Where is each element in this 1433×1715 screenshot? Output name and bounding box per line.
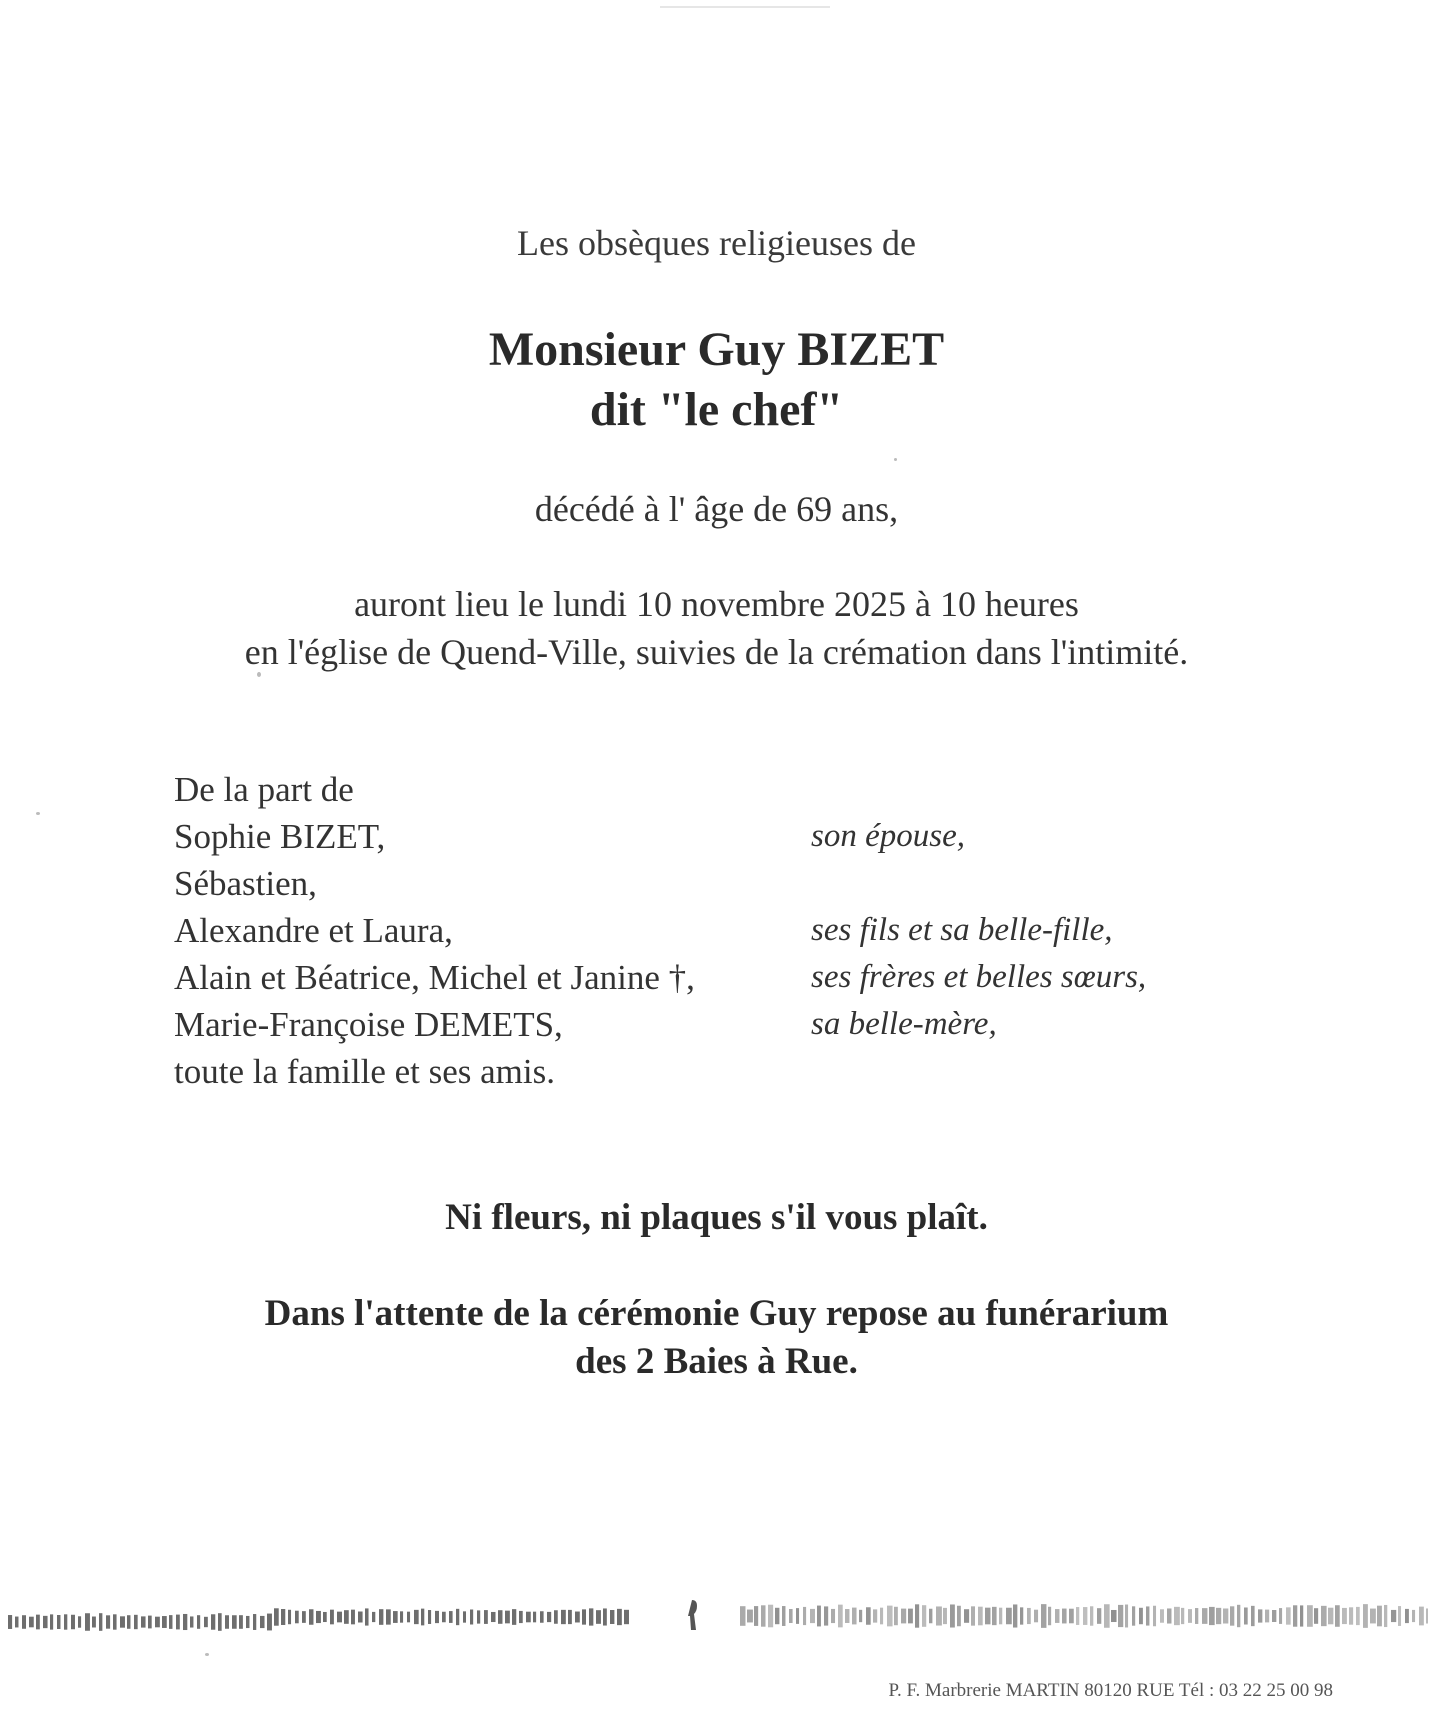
band-stroke <box>859 1610 862 1622</box>
band-stroke <box>106 1615 110 1628</box>
band-stroke <box>943 1608 947 1624</box>
band-stroke <box>1265 1610 1269 1623</box>
band-stroke <box>985 1608 990 1625</box>
band-stroke <box>134 1615 138 1629</box>
band-stroke <box>582 1609 586 1624</box>
band-stroke <box>1041 1604 1046 1628</box>
band-stroke <box>789 1609 793 1623</box>
band-stroke <box>78 1616 81 1627</box>
family-closing-text: toute la famille et ses amis. <box>174 1052 556 1091</box>
band-stroke <box>533 1612 536 1623</box>
band-stroke <box>1083 1607 1087 1625</box>
family-member-relation: sa belle-mère, <box>811 1006 997 1042</box>
family-member <box>174 1001 997 1048</box>
repose-notice <box>0 1290 1433 1386</box>
band-stroke <box>901 1609 906 1624</box>
band-stroke <box>281 1609 285 1625</box>
band-stroke <box>1412 1610 1415 1622</box>
band-stroke <box>1013 1604 1017 1627</box>
band-stroke <box>372 1612 375 1622</box>
band-stroke <box>176 1615 180 1630</box>
band-stroke <box>1097 1608 1101 1624</box>
deceased-block <box>0 320 1433 440</box>
band-stroke <box>1335 1605 1340 1627</box>
family-member <box>174 954 1147 1001</box>
band-stroke <box>852 1608 857 1625</box>
figure-silhouette-icon <box>688 1600 697 1630</box>
band-stroke <box>190 1616 193 1627</box>
band-stroke <box>1181 1608 1184 1624</box>
band-stroke <box>964 1609 969 1623</box>
band-stroke <box>838 1605 843 1628</box>
band-stroke <box>99 1613 102 1631</box>
scan-speck <box>205 1653 209 1656</box>
band-stroke <box>330 1610 334 1625</box>
band-stroke <box>803 1607 806 1625</box>
band-stroke <box>358 1611 363 1622</box>
family-member-name: Sophie BIZET, <box>174 817 386 856</box>
band-stroke <box>267 1614 272 1631</box>
band-stroke <box>400 1611 403 1622</box>
band-stroke <box>491 1612 496 1622</box>
scan-band-graphic <box>8 1598 1428 1638</box>
band-stroke <box>1104 1604 1110 1628</box>
band-stroke <box>1279 1608 1282 1624</box>
band-stroke <box>344 1610 349 1624</box>
band-stroke <box>1139 1608 1143 1624</box>
band-stroke <box>866 1607 871 1624</box>
band-stroke <box>50 1614 53 1629</box>
band-stroke <box>568 1610 572 1624</box>
band-stroke <box>36 1615 40 1630</box>
band-stroke <box>1398 1606 1401 1626</box>
scan-speck <box>36 812 40 815</box>
band-stroke <box>845 1609 849 1623</box>
decorative-scan-band <box>8 1598 1428 1638</box>
band-stroke <box>197 1615 200 1629</box>
band-stroke <box>71 1615 75 1629</box>
band-stroke <box>1020 1607 1023 1624</box>
band-stroke <box>1244 1607 1248 1624</box>
band-stroke <box>817 1606 821 1627</box>
band-stroke <box>1125 1605 1128 1628</box>
band-stroke <box>1349 1607 1353 1624</box>
band-stroke <box>1069 1609 1074 1624</box>
band-stroke <box>1314 1608 1318 1624</box>
band-stroke <box>1328 1608 1333 1625</box>
band-stroke <box>120 1616 125 1627</box>
imprint-footer: P. F. Marbrerie MARTIN 80120 RUE Tél : 03 22 25 00 98 <box>888 1680 1333 1701</box>
band-stroke <box>603 1608 607 1625</box>
band-stroke <box>169 1615 172 1629</box>
band-stroke <box>1377 1606 1382 1627</box>
band-stroke <box>1321 1606 1327 1626</box>
family-member <box>174 860 695 907</box>
age-line: décédé à l' âge de 69 ans, <box>534 489 899 529</box>
band-stroke <box>1188 1609 1192 1623</box>
band-stroke <box>498 1610 502 1624</box>
deceased-name: Monsieur Guy BIZET <box>488 323 945 376</box>
band-stroke <box>1405 1609 1409 1623</box>
band-stroke <box>971 1606 975 1625</box>
band-stroke <box>754 1606 758 1626</box>
band-stroke <box>519 1611 523 1623</box>
band-stroke <box>831 1609 835 1623</box>
band-stroke <box>589 1608 593 1625</box>
band-stroke <box>1251 1606 1255 1626</box>
ceremony-line-2: en l'église de Quend-Ville, suivies de la crémation dans l'intimité. <box>244 632 1189 672</box>
scan-speck <box>257 672 261 677</box>
band-stroke <box>1356 1607 1360 1625</box>
band-stroke <box>288 1610 291 1624</box>
band-stroke <box>610 1610 614 1624</box>
band-stroke <box>824 1606 828 1625</box>
band-stroke <box>978 1607 983 1626</box>
band-stroke <box>393 1611 398 1623</box>
ceremony-line-1: auront lieu le lundi 10 novembre 2025 à 10 heures <box>354 584 1079 624</box>
band-stroke <box>575 1612 580 1623</box>
ceremony-details <box>0 580 1433 676</box>
band-stroke <box>1167 1608 1171 1623</box>
band-stroke <box>351 1610 355 1625</box>
band-stroke <box>880 1608 883 1625</box>
band-stroke <box>1286 1607 1291 1624</box>
band-stroke <box>260 1616 265 1628</box>
family-member-name: Alain et Béatrice, Michel et Janine †, <box>174 958 695 997</box>
band-stroke <box>407 1612 410 1623</box>
band-stroke <box>950 1604 955 1627</box>
band-stroke <box>782 1606 785 1626</box>
band-stroke <box>1111 1610 1117 1622</box>
band-stroke <box>1216 1608 1221 1624</box>
band-stroke <box>887 1606 893 1627</box>
band-stroke <box>456 1609 459 1625</box>
band-stroke <box>309 1609 313 1624</box>
band-stroke <box>908 1609 913 1624</box>
band-stroke <box>775 1608 779 1624</box>
flowers-notice: Ni fleurs, ni plaques s'il vous plaît. <box>445 1197 988 1238</box>
band-stroke <box>992 1607 997 1625</box>
band-stroke <box>624 1610 629 1624</box>
band-stroke <box>894 1607 898 1625</box>
band-stroke <box>915 1604 919 1627</box>
band-stroke <box>554 1610 558 1624</box>
band-stroke <box>29 1617 34 1628</box>
band-stroke <box>526 1612 531 1623</box>
band-stroke <box>999 1608 1002 1625</box>
band-stroke <box>323 1612 327 1622</box>
family-list <box>174 766 1147 1095</box>
band-stroke <box>162 1616 167 1628</box>
band-stroke <box>365 1608 369 1625</box>
band-stroke <box>113 1614 117 1629</box>
band-stroke <box>1237 1605 1240 1627</box>
band-stroke <box>810 1609 815 1623</box>
family-member <box>174 813 965 860</box>
band-stroke <box>1174 1607 1180 1625</box>
band-stroke <box>428 1610 431 1624</box>
band-stroke <box>796 1608 799 1624</box>
band-stroke <box>873 1609 877 1622</box>
band-stroke <box>596 1610 601 1624</box>
band-stroke <box>957 1606 961 1626</box>
band-stroke <box>43 1616 48 1628</box>
band-stroke <box>761 1605 766 1626</box>
band-stroke <box>1062 1609 1067 1624</box>
family-closing <box>174 1048 695 1095</box>
band-stroke <box>1307 1605 1313 1627</box>
band-stroke <box>936 1606 942 1625</box>
band-stroke <box>1146 1606 1149 1625</box>
band-stroke <box>1300 1605 1303 1626</box>
band-stroke <box>1034 1610 1038 1623</box>
band-stroke <box>155 1617 160 1628</box>
band-stroke <box>1006 1608 1012 1625</box>
band-stroke <box>1027 1608 1031 1624</box>
family-member-name: Sébastien, <box>174 864 317 903</box>
band-stroke <box>768 1605 773 1628</box>
family-member-name: Marie-Françoise DEMETS, <box>174 1005 563 1044</box>
band-stroke <box>141 1616 146 1627</box>
band-stroke <box>1384 1605 1387 1627</box>
band-stroke <box>148 1616 152 1629</box>
family-member <box>174 907 1113 954</box>
band-stroke <box>1118 1605 1123 1627</box>
band-stroke <box>1160 1609 1164 1622</box>
band-stroke <box>484 1610 488 1624</box>
band-stroke <box>540 1611 544 1622</box>
band-stroke <box>477 1610 480 1623</box>
band-stroke <box>232 1615 237 1629</box>
band-stroke <box>442 1612 446 1623</box>
band-stroke <box>15 1617 18 1628</box>
band-stroke <box>22 1615 26 1629</box>
band-stroke <box>922 1605 926 1627</box>
band-stroke <box>253 1614 256 1630</box>
band-stroke <box>547 1612 551 1622</box>
band-stroke <box>1223 1608 1228 1623</box>
band-stroke <box>1419 1607 1424 1626</box>
band-stroke <box>1293 1605 1297 1626</box>
band-stroke <box>463 1611 466 1622</box>
band-stroke <box>561 1610 566 1624</box>
band-stroke <box>295 1611 299 1624</box>
band-stroke <box>225 1615 229 1629</box>
band-stroke <box>302 1611 306 1623</box>
band-stroke <box>1272 1610 1276 1622</box>
band-stroke <box>239 1615 243 1629</box>
band-stroke <box>1202 1608 1207 1624</box>
band-stroke <box>617 1609 622 1625</box>
band-stroke <box>421 1609 424 1626</box>
band-stroke <box>127 1615 130 1629</box>
family-member-relation: ses frères et belles sœurs, <box>811 959 1147 995</box>
band-stroke <box>1090 1606 1093 1625</box>
band-stroke <box>512 1609 516 1625</box>
band-stroke <box>449 1611 453 1623</box>
band-stroke <box>929 1609 932 1624</box>
scan-speck <box>894 458 897 461</box>
family-member-name: Alexandre et Laura, <box>174 911 453 950</box>
family-member-relation: ses fils et sa belle-fille, <box>811 912 1113 948</box>
band-stroke <box>274 1608 279 1625</box>
band-stroke <box>246 1616 249 1628</box>
intro-text: Les obsèques religieuses de <box>517 223 916 263</box>
family-heading <box>174 766 695 813</box>
band-stroke <box>435 1611 439 1623</box>
band-stroke <box>1153 1606 1156 1626</box>
band-stroke <box>386 1609 391 1624</box>
band-stroke <box>1258 1609 1262 1622</box>
band-stroke <box>85 1613 90 1631</box>
band-stroke <box>64 1614 67 1629</box>
band-stroke <box>1209 1607 1215 1625</box>
band-stroke <box>470 1610 473 1625</box>
band-stroke <box>379 1609 383 1625</box>
repose-line-1: Dans l'attente de la cérémonie Guy repose au funérarium <box>264 1293 1169 1334</box>
band-stroke <box>1426 1608 1428 1623</box>
deceased-nickname: dit "le chef" <box>589 383 844 436</box>
band-stroke <box>1363 1604 1368 1628</box>
band-stroke <box>1230 1606 1234 1625</box>
band-stroke <box>8 1615 12 1629</box>
band-stroke <box>316 1611 321 1623</box>
band-stroke <box>747 1610 753 1623</box>
band-stroke <box>337 1612 342 1623</box>
band-stroke <box>1055 1609 1059 1623</box>
band-stroke <box>414 1610 419 1624</box>
band-stroke <box>1391 1610 1396 1622</box>
band-stroke <box>92 1617 96 1628</box>
band-stroke <box>57 1615 60 1629</box>
scan-artifact-line <box>660 6 830 8</box>
family-heading-text: De la part de <box>174 770 354 809</box>
band-stroke <box>1048 1607 1051 1625</box>
family-member-relation: son épouse, <box>811 818 965 854</box>
band-stroke <box>1370 1609 1376 1624</box>
band-stroke <box>211 1614 215 1629</box>
band-stroke <box>204 1617 208 1627</box>
band-stroke <box>505 1611 510 1624</box>
band-stroke <box>218 1613 222 1631</box>
band-stroke <box>1342 1608 1347 1624</box>
band-stroke <box>1195 1608 1198 1624</box>
band-stroke <box>1076 1607 1079 1625</box>
band-stroke <box>740 1606 745 1626</box>
repose-line-2: des 2 Baies à Rue. <box>575 1341 858 1382</box>
band-stroke <box>1132 1606 1135 1625</box>
band-stroke <box>183 1614 187 1630</box>
